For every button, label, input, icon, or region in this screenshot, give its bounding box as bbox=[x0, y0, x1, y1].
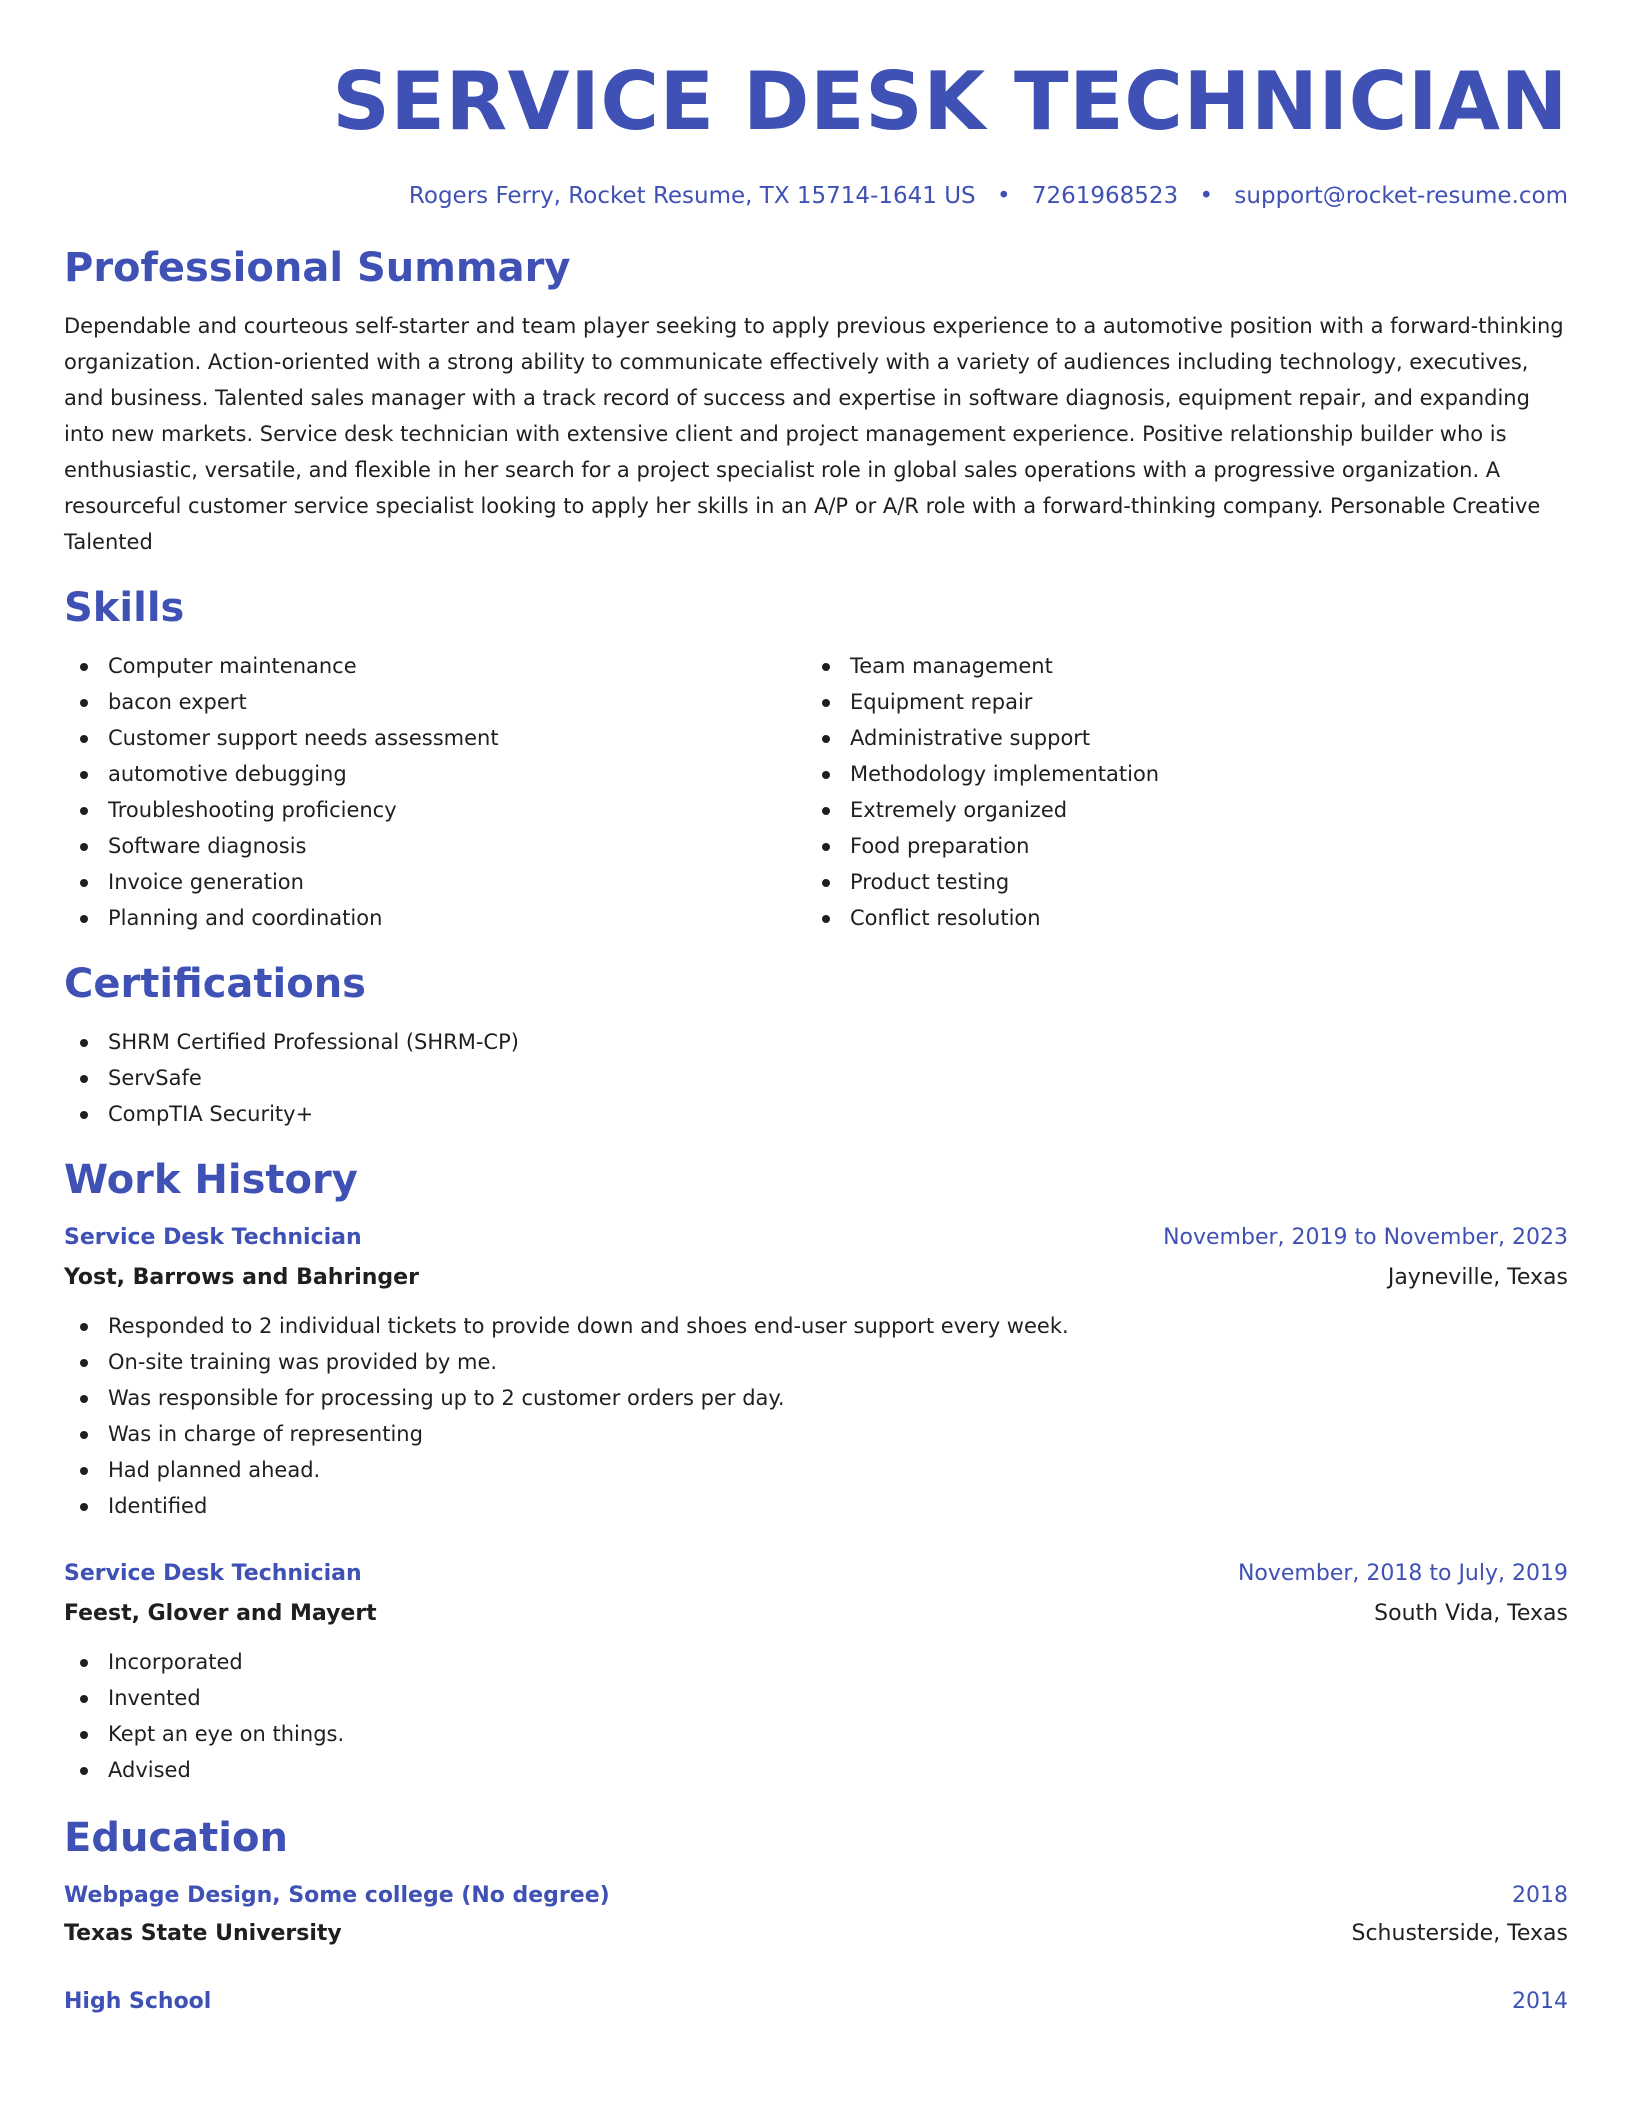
job-duties bbox=[64, 1308, 1568, 1524]
contact-separator: • bbox=[996, 183, 1011, 209]
skill-item: automotive debugging bbox=[64, 756, 806, 792]
certification-item: SHRM Certified Professional (SHRM-CP) bbox=[64, 1024, 1568, 1060]
summary-section bbox=[64, 242, 1568, 560]
contact-line bbox=[64, 180, 1568, 212]
work-history-heading: Work History bbox=[64, 1157, 358, 1203]
education-heading: Education bbox=[64, 1815, 288, 1861]
candidate-title: SERVICE DESK TECHNICIAN bbox=[332, 55, 1568, 148]
job-company: Feest, Glover and Mayert bbox=[64, 1601, 377, 1626]
work-history-section bbox=[64, 1154, 1568, 1788]
education-year: 2014 bbox=[1512, 1989, 1568, 2014]
skill-item: Conflict resolution bbox=[806, 900, 1548, 936]
duty-item: Identified bbox=[64, 1488, 1568, 1524]
skill-item: Computer maintenance bbox=[64, 648, 806, 684]
resume-header bbox=[64, 0, 1568, 212]
education-entry bbox=[64, 1984, 1568, 2020]
job-dates: November, 2018 to July, 2019 bbox=[1237, 1561, 1568, 1586]
job-location: Jayneville, Texas bbox=[1387, 1265, 1568, 1290]
education-section bbox=[64, 1812, 1568, 2020]
duty-item: Was in charge of representing bbox=[64, 1416, 1568, 1452]
job-entry bbox=[64, 1220, 1568, 1524]
job-title: Service Desk Technician bbox=[64, 1561, 362, 1586]
education-entry bbox=[64, 1878, 1568, 1952]
education-degree: High School bbox=[64, 1989, 212, 2014]
duty-item: Kept an eye on things. bbox=[64, 1716, 1568, 1752]
summary-heading: Professional Summary bbox=[64, 245, 571, 291]
duty-item: Was responsible for processing up to 2 customer orders per day. bbox=[64, 1380, 1568, 1416]
skill-item: Extremely organized bbox=[806, 792, 1548, 828]
contact-email[interactable]: support@rocket-resume.com bbox=[1234, 183, 1568, 209]
skill-item: Food preparation bbox=[806, 828, 1548, 864]
skill-item: Administrative support bbox=[806, 720, 1548, 756]
duty-item: Advised bbox=[64, 1752, 1568, 1788]
job-dates: November, 2019 to November, 2023 bbox=[1163, 1225, 1568, 1250]
duty-item: Incorporated bbox=[64, 1644, 1568, 1680]
skills-heading: Skills bbox=[64, 585, 185, 631]
skills-list-right bbox=[806, 648, 1548, 936]
skill-item: Planning and coordination bbox=[64, 900, 806, 936]
certifications-heading: Certifications bbox=[64, 961, 366, 1007]
education-year: 2018 bbox=[1512, 1883, 1568, 1908]
skill-item: Equipment repair bbox=[806, 684, 1548, 720]
job-title: Service Desk Technician bbox=[64, 1225, 362, 1250]
job-entry bbox=[64, 1556, 1568, 1788]
skill-item: Product testing bbox=[806, 864, 1548, 900]
skill-item: Customer support needs assessment bbox=[64, 720, 806, 756]
certifications-list bbox=[64, 1024, 1568, 1132]
job-location: South Vida, Texas bbox=[1374, 1601, 1568, 1626]
duty-item: On-site training was provided by me. bbox=[64, 1344, 1568, 1380]
contact-phone: 7261968523 bbox=[1031, 183, 1179, 209]
skills-list-left bbox=[64, 648, 806, 936]
certification-item: CompTIA Security+ bbox=[64, 1096, 1568, 1132]
duty-item: Responded to 2 individual tickets to provide down and shoes end-user support every week. bbox=[64, 1308, 1568, 1344]
skill-item: Team management bbox=[806, 648, 1548, 684]
contact-separator: • bbox=[1199, 183, 1214, 209]
duty-item: Invented bbox=[64, 1680, 1568, 1716]
skills-section bbox=[64, 582, 1568, 936]
skill-item: Software diagnosis bbox=[64, 828, 806, 864]
skill-item: Invoice generation bbox=[64, 864, 806, 900]
skill-item: Methodology implementation bbox=[806, 756, 1548, 792]
summary-text: Dependable and courteous self-starter and team player seeking to apply previous experience to a automotive position with a forward-thinking organization. Action-oriented with a strong ability to communicate effectively with a variety of audiences including technology, executives, and business. Talented sales manager with a track record of success and expertise in software diagnosis, equipment repair, and expanding into new markets. Service desk technician with extensive client and project management experience. Positive relationship builder who is enthusiastic, versatile, and flexible in her search for a project specialist role in global sales operations with a progressive organization. A resourceful customer service specialist looking to apply her skills in an A/P or A/R role with a forward-thinking company. Personable Creative Talented bbox=[64, 314, 1564, 554]
skills-grid bbox=[64, 648, 1568, 936]
certifications-section bbox=[64, 958, 1568, 1132]
contact-address: Rogers Ferry, Rocket Resume, TX 15714-1641 US bbox=[408, 183, 976, 209]
job-company: Yost, Barrows and Bahringer bbox=[64, 1265, 419, 1290]
skill-item: Troubleshooting proficiency bbox=[64, 792, 806, 828]
education-location: Schusterside, Texas bbox=[1351, 1921, 1568, 1946]
job-duties bbox=[64, 1644, 1568, 1788]
duty-item: Had planned ahead. bbox=[64, 1452, 1568, 1488]
education-school: Texas State University bbox=[64, 1921, 342, 1946]
skill-item: bacon expert bbox=[64, 684, 806, 720]
education-degree: Webpage Design, Some college (No degree) bbox=[64, 1883, 610, 1908]
certification-item: ServSafe bbox=[64, 1060, 1568, 1096]
